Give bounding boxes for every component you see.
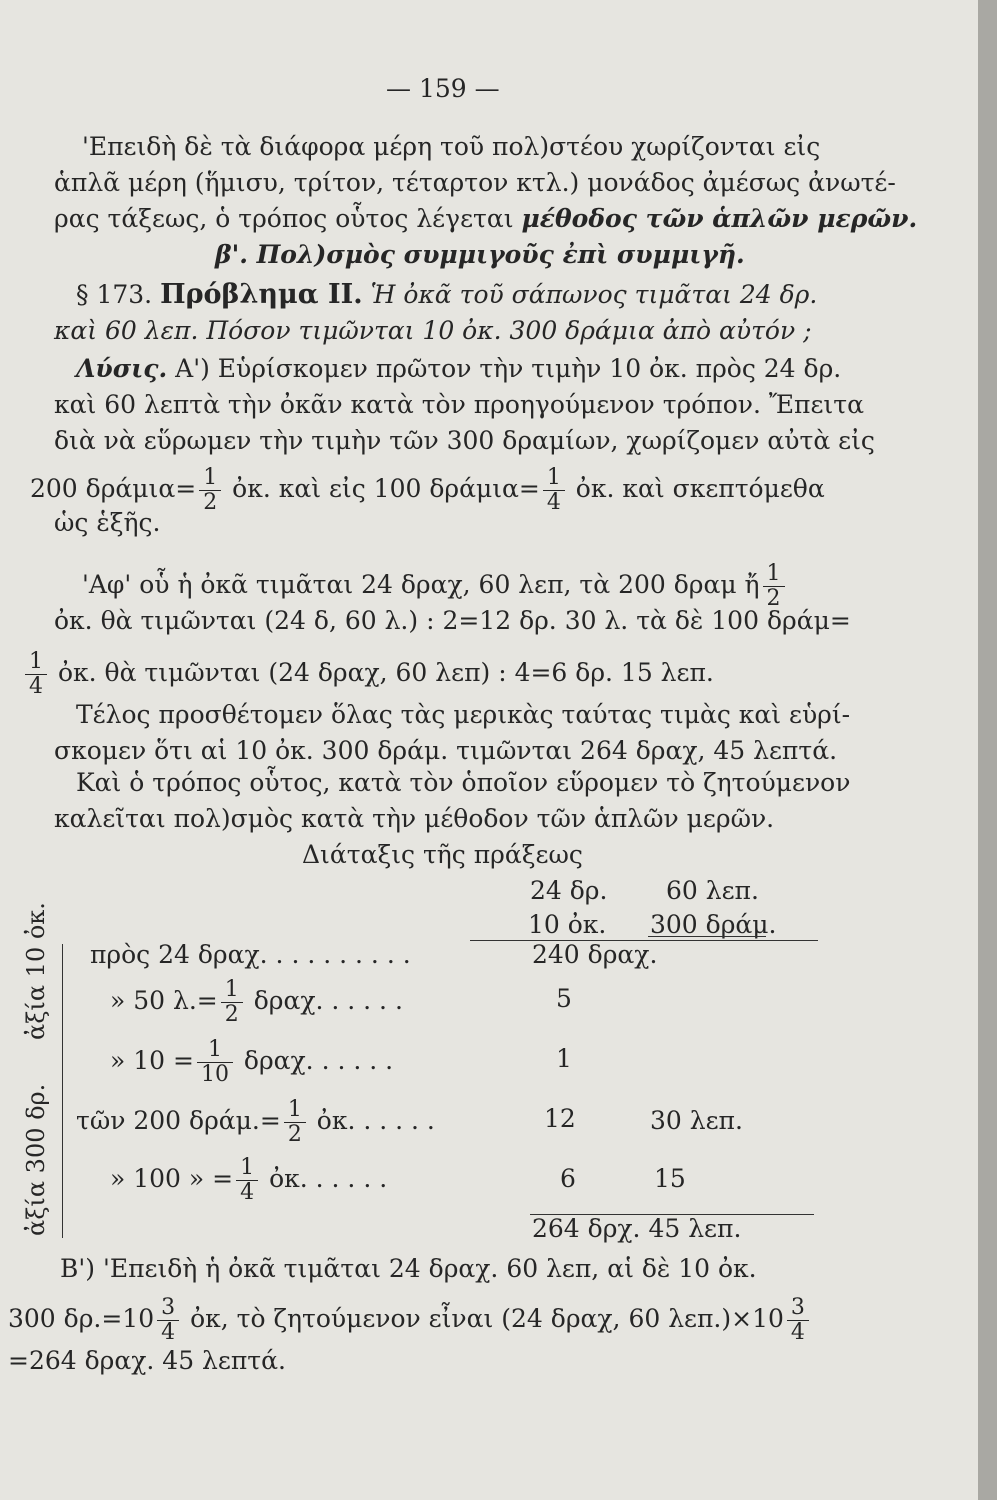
fraction: $\frac{1}{2}$	[284, 1098, 306, 1147]
part-b-line: 300 δρ.=10 $\frac{3}{4}$ ὀκ, τὸ ζητούμενον εἶναι (24 δραχ, 60 λεπ.)×10 $\frac{3}{4}$	[8, 1296, 812, 1345]
solution-text: ὀκ. καὶ εἰς 100 δράμια=	[232, 474, 540, 503]
fraction: $\frac{1}{4}$	[236, 1156, 258, 1205]
header-value: 10 ὀκ.	[528, 910, 607, 939]
header-value: 300 δράμ.	[650, 910, 777, 939]
solution-label: Λύσις.	[76, 354, 168, 383]
paragraph-line	[54, 204, 917, 234]
reasoning-line	[22, 650, 714, 699]
row-value: 5	[556, 984, 572, 1013]
solution-line	[76, 354, 841, 384]
fraction: $\frac{1}{2}$	[221, 978, 243, 1027]
problem-line	[76, 280, 817, 310]
row-label: » 100 » = $\frac{1}{4}$ ὀκ. . . . . .	[110, 1155, 388, 1205]
row-label: πρὸς 24 δραχ. . . . . . . . . .	[90, 940, 411, 969]
fraction: $\frac{1}{4}$	[543, 466, 565, 515]
fraction: $\frac{1}{2}$	[763, 562, 785, 611]
side-label-300-dram: ἀξία 300 δρ.	[22, 1083, 50, 1236]
side-label-10-oka: ἀξία 10 ὀκ.	[22, 902, 50, 1040]
row-value: 15	[654, 1164, 686, 1193]
fraction: $\frac{1}{2}$	[199, 466, 221, 515]
header-value: 24 δρ.	[530, 876, 608, 905]
row-value: 6	[560, 1164, 576, 1193]
arrangement-title: Διάταξις τῆς πράξεως	[302, 840, 583, 869]
paragraph-line: καλεῖται πολ)σμὸς κατὰ τὴν μέθοδον τῶν ἁπλῶν μερῶν.	[54, 804, 775, 833]
paragraph-line: σκομεν ὅτι αἱ 10 ὀκ. 300 δράμ. τιμῶνται 264 δραχ, 45 λεπτά.	[54, 736, 838, 765]
bracket-line	[62, 944, 63, 1238]
solution-line: ὡς ἑξῆς.	[54, 508, 161, 537]
problem-text: Ἡ ὀκᾶ τοῦ σάπωνος τιμᾶται 24 δρ.	[370, 280, 818, 309]
fraction: $\frac{1}{4}$	[25, 650, 47, 699]
method-term: μέθοδος τῶν ἁπλῶν μερῶν.	[521, 204, 918, 233]
underline	[648, 936, 766, 937]
reasoning-text: ὀκ. θὰ τιμῶνται (24 δραχ, 60 λεπ) : 4=6 δρ. 15 λεπ.	[57, 658, 714, 687]
row-value: 12	[544, 1104, 576, 1133]
fraction: $\frac{3}{4}$	[787, 1296, 809, 1345]
page-number: — 159 —	[386, 74, 500, 103]
paragraph-line: Καὶ ὁ τρόπος οὗτος, κατὰ τὸν ὁποῖον εὕρομεν τὸ ζητούμενον	[76, 768, 851, 797]
reasoning-text: 'Αφ' οὗ ἡ ὀκᾶ τιμᾶται 24 δραχ, 60 λεπ, τὰ 200 δραμ ἤ	[82, 570, 760, 599]
fraction: $\frac{1}{10}$	[197, 1038, 233, 1087]
paragraph-line: Τέλος προσθέτομεν ὅλας τὰς μερικὰς ταύτας τιμὰς καὶ εὑρί-	[76, 700, 851, 729]
total-value: 264 δρχ. 45 λεπ.	[532, 1214, 742, 1243]
reasoning-line: ὀκ. θὰ τιμῶνται (24 δ, 60 λ.) : 2=12 δρ. 30 λ. τὰ δὲ 100 δράμ=	[54, 606, 851, 635]
reasoning-line	[82, 562, 788, 611]
row-label: » 10 = $\frac{1}{10}$ δραχ. . . . . .	[110, 1037, 394, 1087]
part-b-line: =264 δραχ. 45 λεπτά.	[8, 1346, 286, 1375]
paragraph-text: ρας τάξεως, ὁ τρόπος οὗτος λέγεται	[54, 204, 514, 233]
row-label: » 50 λ.= $\frac{1}{2}$ δραχ. . . . . .	[110, 977, 403, 1027]
page-edge	[978, 0, 997, 1500]
row-value: 240 δραχ.	[532, 940, 658, 969]
paragraph-line: ἁπλᾶ μέρη (ἥμισυ, τρίτον, τέταρτον κτλ.) μονάδος ἀμέσως ἀνωτέ-	[54, 168, 896, 197]
section-heading: β'. Πολ)σμὸς συμμιγοῦς ἐπὶ συμμιγῆ.	[215, 240, 745, 269]
solution-text: ὀκ. καὶ σκεπτόμεθα	[575, 474, 825, 503]
part-b-line: Β') 'Επειδὴ ἡ ὀκᾶ τιμᾶται 24 δραχ. 60 λεπ, αἱ δὲ 10 ὀκ.	[60, 1254, 757, 1283]
row-value: 30 λεπ.	[650, 1106, 743, 1135]
fraction: $\frac{3}{4}$	[157, 1296, 179, 1345]
solution-text: 200 δράμια=	[30, 474, 197, 503]
solution-line: καὶ 60 λεπτὰ τὴν ὀκᾶν κατὰ τὸν προηγούμενον τρόπον. Ἔπειτα	[54, 390, 864, 419]
solution-text: Α') Εὑρίσκομεν πρῶτον τὴν τιμὴν 10 ὀκ. πρὸς 24 δρ.	[175, 354, 842, 383]
header-value: 60 λεπ.	[666, 876, 759, 905]
row-label: τῶν 200 δράμ.= $\frac{1}{2}$ ὀκ. . . . . .	[76, 1097, 435, 1147]
section-number: § 173.	[76, 280, 153, 309]
paragraph-line: 'Επειδὴ δὲ τὰ διάφορα μέρη τοῦ πολ)στέου χωρίζονται εἰς	[82, 132, 821, 161]
solution-line: διὰ νὰ εὕρωμεν τὴν τιμὴν τῶν 300 δραμίων, χωρίζομεν αὐτὰ εἰς	[54, 426, 875, 455]
problem-line: καὶ 60 λεπ. Πόσον τιμῶνται 10 ὀκ. 300 δράμια ἀπὸ αὐτόν ;	[54, 316, 812, 345]
row-value: 1	[556, 1044, 572, 1073]
problem-title: Πρόβλημα II.	[160, 279, 363, 310]
